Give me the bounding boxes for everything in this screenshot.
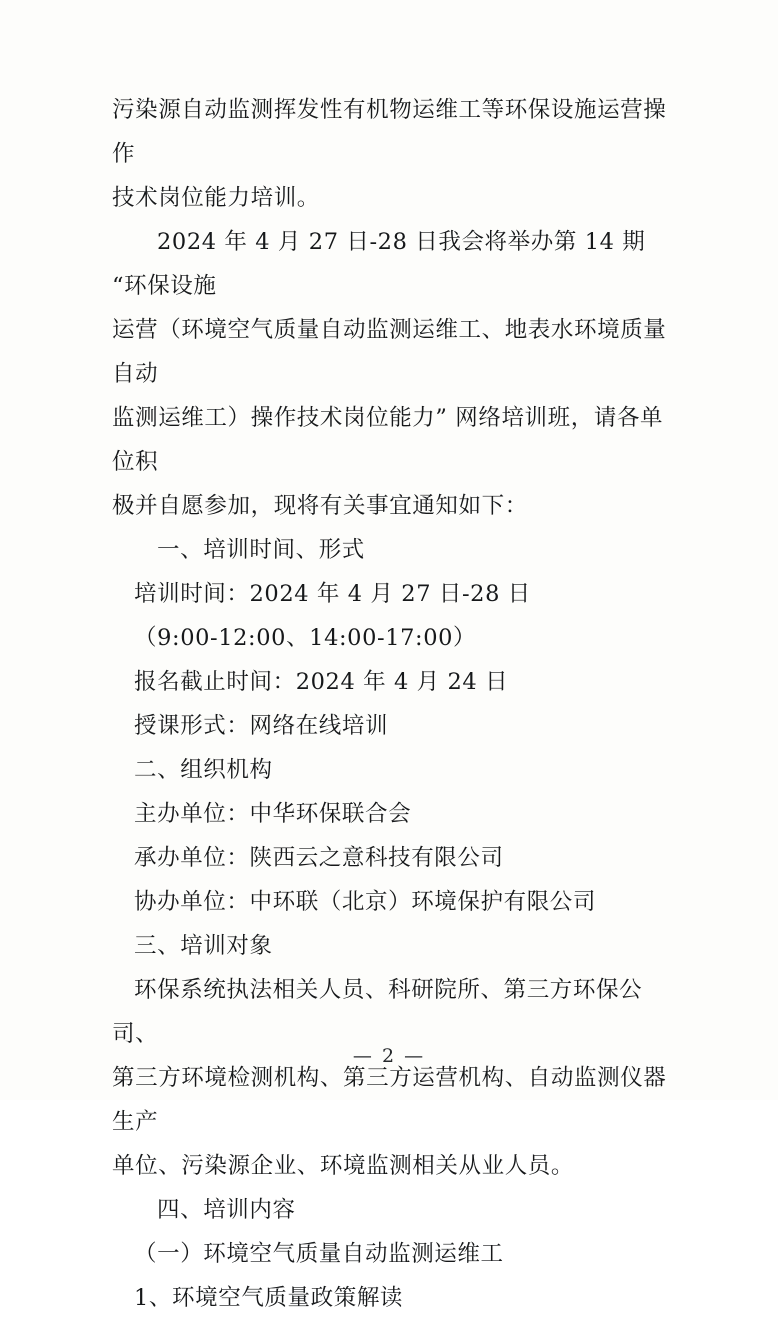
subsection-heading: （一）环境空气质量自动监测运维工 — [134, 1241, 504, 1267]
paragraph-line: 培训时间：2024 年 4 月 27 日-28 日 — [134, 581, 531, 607]
section-heading-three: 三、培训对象 — [134, 933, 273, 959]
section-heading-one: 一、培训时间、形式 — [157, 537, 365, 563]
paragraph-line: 承办单位：陕西云之意科技有限公司 — [134, 845, 504, 871]
paragraph-line: 运营（环境空气质量自动监测运维工、地表水环境质量自动 — [112, 317, 667, 387]
paragraph-line: （9:00-12:00、14:00-17:00） — [134, 625, 477, 651]
page-number: — 2 — — [352, 1045, 426, 1067]
paragraph-line: 协办单位：中环联（北京）环境保护有限公司 — [134, 889, 597, 915]
paragraph-line: 2024 年 4 月 27 日-28 日我会将举办第 14 期 “环保设施 — [112, 229, 654, 299]
section-heading-four: 四、培训内容 — [157, 1197, 296, 1223]
paragraph-line: 单位、污染源企业、环境监测相关从业人员。 — [112, 1153, 575, 1179]
paragraph-line: 报名截止时间：2024 年 4 月 24 日 — [134, 669, 509, 695]
paragraph-line: 监测运维工）操作技术岗位能力” 网络培训班，请各单位积 — [112, 405, 664, 475]
paragraph-line: 极并自愿参加，现将有关事宜通知如下： — [112, 493, 528, 519]
paragraph-line: 第三方环境检测机构、第三方运营机构、自动监测仪器生产 — [112, 1065, 667, 1135]
paragraph-line: 主办单位：中华环保联合会 — [134, 801, 412, 827]
paragraph-line: 授课形式：网络在线培训 — [134, 713, 389, 739]
document-body — [112, 88, 672, 1320]
paragraph-line: 技术岗位能力培训。 — [112, 185, 320, 211]
paragraph-line: 污染源自动监测挥发性有机物运维工等环保设施运营操作 — [112, 97, 667, 167]
paragraph-line: 环保系统执法相关人员、科研院所、第三方环保公司、 — [112, 977, 643, 1047]
section-heading-two: 二、组织机构 — [134, 757, 273, 783]
paragraph-line: 1、环境空气质量政策解读 — [134, 1285, 404, 1311]
